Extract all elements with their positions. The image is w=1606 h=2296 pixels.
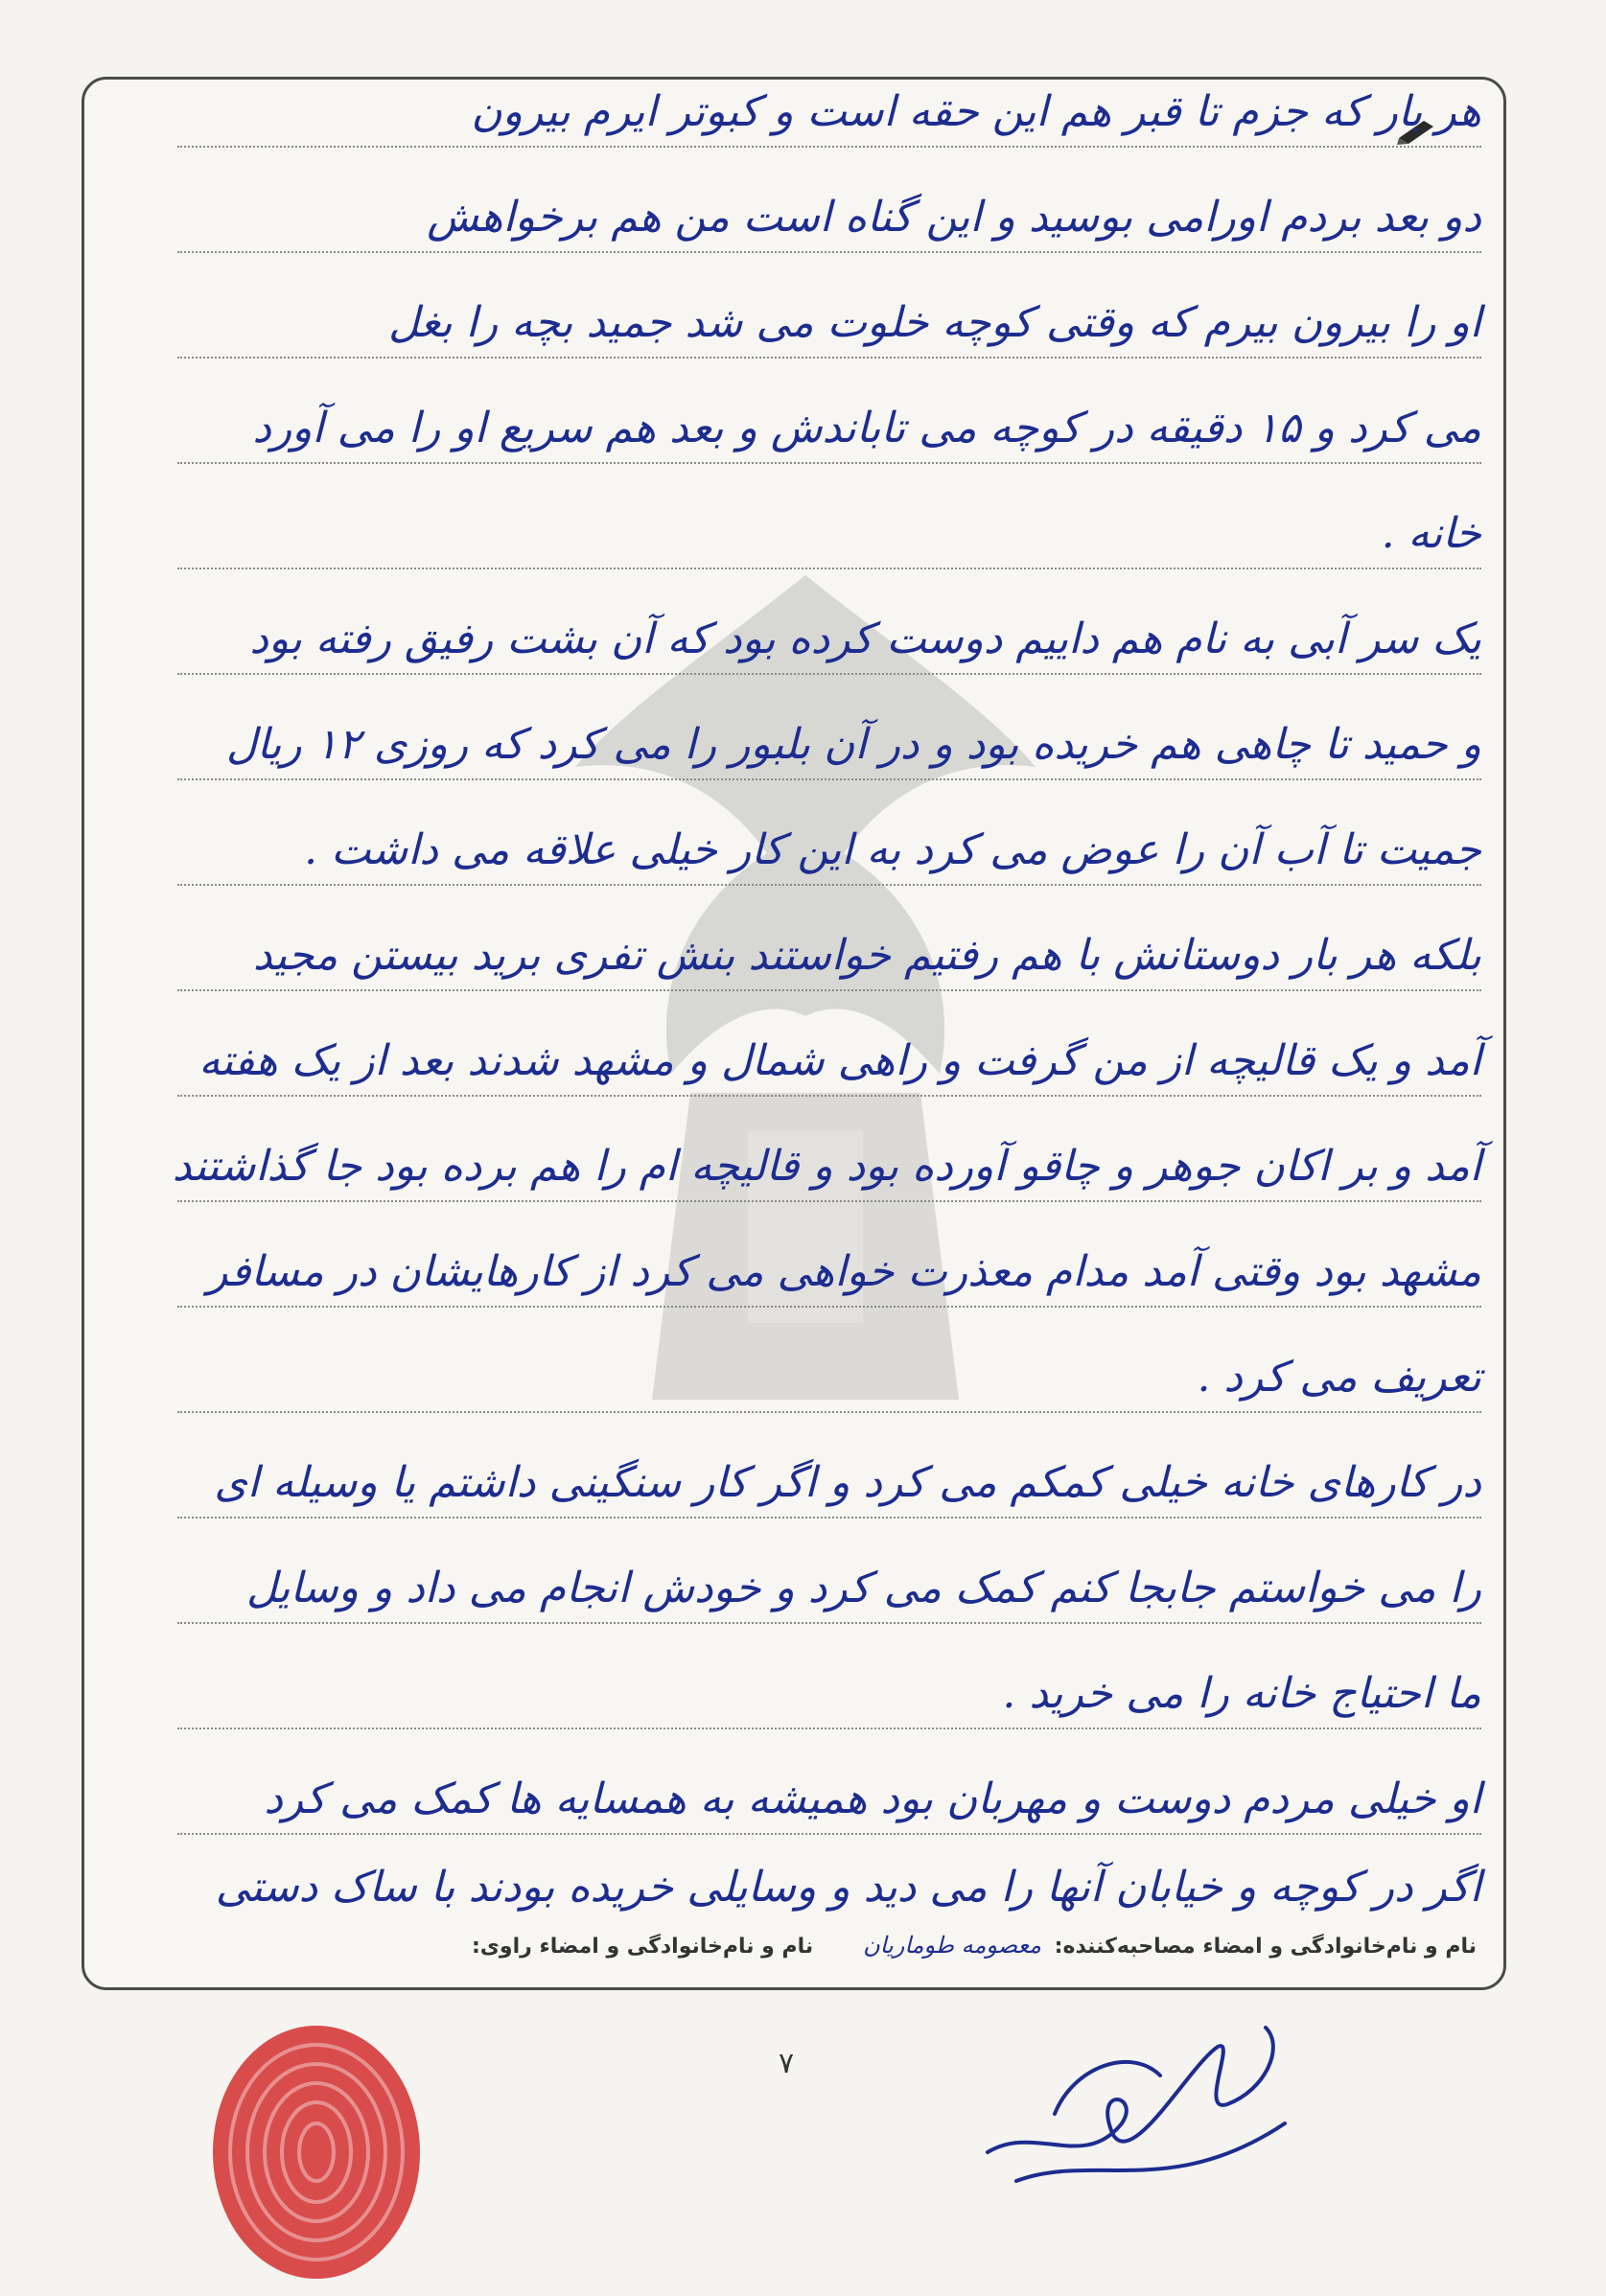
line-text: خانه . <box>1381 509 1481 558</box>
line-text: جمیت تا آب آن را عوض می کرد به این کار خیلی علاقه می داشت . <box>304 825 1481 874</box>
text-line <box>177 270 1481 359</box>
interviewer-label: نام و نام‌خانوادگی و امضاء مصاحبه‌کننده: <box>1054 1935 1477 1959</box>
line-text: می کرد و ۱۵ دقیقه در کوچه می تاباندش و بعد هم سریع او را می آورد <box>252 404 1481 452</box>
text-line <box>177 903 1481 991</box>
text-line <box>177 1219 1481 1308</box>
text-line <box>177 798 1481 886</box>
line-text: بلکه هر بار دوستانش با هم رفتیم خواستند بنش تفری برید بیستن مجید <box>252 931 1481 980</box>
text-line <box>177 1747 1481 1835</box>
signature-footer <box>134 1932 1477 1959</box>
line-text: مشهد بود وقتی آمد مدام معذرت خواهی می کرد از کارهایشان در مسافر <box>207 1247 1481 1296</box>
line-text: ما احتیاج خانه را می خرید . <box>1002 1669 1481 1718</box>
text-line <box>177 481 1481 569</box>
text-line <box>177 1833 1481 1921</box>
line-text: در کارهای خانه خیلی کمکم می کرد و اگر کار سنگینی داشتم یا وسیله ای <box>214 1458 1481 1507</box>
line-text: را می خواستم جابجا کنم کمک می کرد و خودش انجام می داد و وسایل <box>245 1564 1481 1612</box>
text-line <box>177 1009 1481 1097</box>
line-text: دو بعد بردم اورامی بوسید و این گناه است من هم برخواهش <box>427 193 1481 242</box>
text-line <box>177 165 1481 253</box>
narrator-signature <box>978 2008 1323 2210</box>
text-line <box>177 59 1481 148</box>
line-text: آمد و بر اکان جوهر و چاقو آورده بود و قالیچه ام را هم برده بود جا گذاشتند <box>172 1142 1481 1191</box>
text-line <box>177 1430 1481 1519</box>
line-text: یک سر آبی به نام هم داییم دوست کرده بود که آن بشت رفیق رفته بود <box>249 615 1481 663</box>
line-text: اگر در کوچه و خیابان آنها را می دید و وسایلی خریده بودند با ساک دستی <box>215 1863 1481 1912</box>
text-line <box>177 692 1481 780</box>
text-line <box>177 1536 1481 1624</box>
page-number: ۷ <box>779 2047 795 2080</box>
fingerprint-stamp <box>201 2018 431 2286</box>
line-text: هر بار که جزم تا قبر هم این حقه است و کبوتر ایرم بیرون <box>471 87 1481 136</box>
line-text: تعریف می کرد . <box>1197 1353 1481 1402</box>
text-line <box>172 1114 1481 1202</box>
interviewer-name: معصومه طوماریان <box>863 1932 1041 1959</box>
text-line <box>177 1325 1481 1413</box>
line-text: او خیلی مردم دوست و مهربان بود همیشه به همسایه ها کمک می کرد <box>264 1774 1481 1823</box>
text-line <box>177 1641 1481 1729</box>
text-line <box>177 376 1481 464</box>
narrator-label: نام و نام‌خانوادگی و امضاء راوی: <box>471 1935 814 1959</box>
line-text: و حمید تا چاهی هم خریده بود و در آن بلبور را می کرد که روزی ۱۲ ریال <box>225 720 1481 769</box>
text-line <box>177 587 1481 675</box>
line-text: او را بیرون بیرم که وقتی کوچه خلوت می شد جمید بچه را بغل <box>387 298 1481 347</box>
line-text: آمد و یک قالیچه از من گرفت و راهی شمال و مشهد شدند بعد از یک هفته <box>198 1036 1481 1085</box>
